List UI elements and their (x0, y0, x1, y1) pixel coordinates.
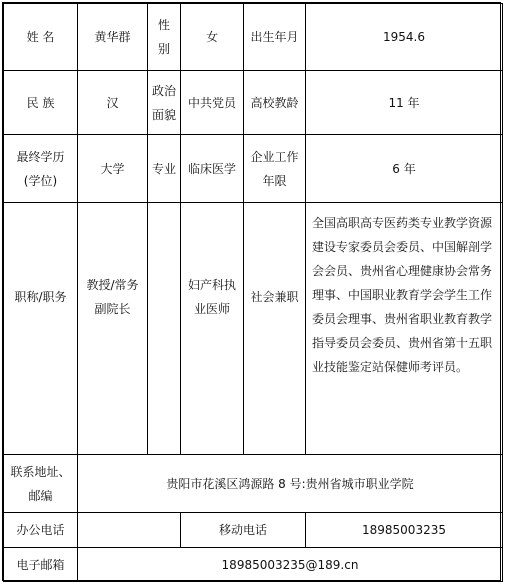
info-table (3, 3, 503, 582)
value-office-phone (78, 513, 181, 548)
label-teaching-years (244, 71, 306, 135)
value-enterprise-years-text: 6 年 (392, 161, 416, 176)
label-enterprise-years-text: 企业工作 年限 (250, 149, 299, 188)
value-birth-text: 1954.6 (383, 30, 425, 44)
label-title (4, 203, 78, 391)
profile-table (2, 2, 501, 581)
value-address (78, 455, 503, 513)
label-education-text: 最终学历 (学位) (16, 149, 65, 188)
row-phone (4, 513, 503, 548)
title-lower-empty-2 (78, 391, 148, 455)
row-address (4, 455, 503, 513)
value-email-text: 18985003235@189.cn (221, 557, 359, 572)
value-mobile-phone-text: 18985003235 (362, 523, 446, 537)
value-ethnicity-text: 汉 (106, 95, 119, 110)
value-name (78, 4, 148, 71)
value-gender (181, 4, 244, 71)
label-social-role (244, 203, 306, 391)
value-email (78, 548, 503, 582)
value-politics-text: 中共党员 (187, 95, 236, 110)
value-social-role (306, 203, 503, 455)
row-basic (4, 4, 503, 71)
label-email (4, 548, 78, 582)
value-ethnicity (78, 71, 148, 135)
row-ethnicity (4, 71, 503, 135)
label-enterprise-years (244, 135, 306, 203)
label-ethnicity (4, 71, 78, 135)
row-education (4, 135, 503, 203)
label-name (4, 4, 78, 71)
label-name-text: 姓 名 (26, 30, 55, 45)
value-title (78, 203, 148, 391)
value-birth (306, 4, 503, 71)
label-gender-text: 性 别 (157, 18, 170, 56)
label-address (4, 455, 78, 513)
title-lower-empty-1 (4, 391, 78, 455)
label-address-text: 联系地址、 邮编 (10, 464, 71, 503)
value-profession-text: 妇产科执 业医师 (187, 277, 236, 316)
label-gender (148, 4, 181, 71)
label-major (148, 135, 181, 203)
title-lower-empty-3 (148, 391, 181, 455)
value-education (78, 135, 148, 203)
label-office-phone (4, 513, 78, 548)
value-profession (181, 203, 244, 391)
label-birth (244, 4, 306, 71)
value-address-text: 贵阳市花溪区鸿源路 8 号:贵州省城市职业学院 (166, 476, 414, 491)
label-title-text: 职称/职务 (14, 289, 67, 304)
label-education (4, 135, 78, 203)
value-name-text: 黄华群 (94, 30, 131, 44)
row-email (4, 548, 503, 582)
value-major-text: 临床医学 (187, 161, 236, 176)
value-teaching-years-text: 11 年 (388, 95, 420, 110)
label-email-text: 电子邮箱 (16, 557, 65, 572)
label-teaching-years-text: 高校教龄 (250, 95, 299, 110)
value-politics (181, 71, 244, 135)
value-major (181, 135, 244, 203)
label-birth-text: 出生年月 (250, 30, 299, 44)
label-politics (148, 71, 181, 135)
label-major-text: 专业 (151, 161, 176, 176)
label-politics-text: 政治 面貌 (151, 83, 176, 122)
value-social-role-text: 全国高职高专医药类专业教学资源建设专家委员会委员、中国解剖学会会员、贵州省心理健康协会常务理事、中国职业教育学会学生工作委员会理事、贵州省职业教育教学指导委员会委员、贵州省第十五职业技能鉴定站保健师考评员。 (312, 216, 493, 374)
value-enterprise-years (306, 135, 503, 203)
value-title-text: 教授/常务 副院长 (86, 277, 139, 316)
label-office-phone-text: 办公电话 (16, 523, 65, 537)
value-title-empty (148, 203, 181, 391)
value-teaching-years (306, 71, 503, 135)
title-lower-empty-4 (181, 391, 244, 455)
value-gender-text: 女 (205, 30, 218, 44)
label-mobile-phone (181, 513, 306, 548)
value-mobile-phone (306, 513, 503, 548)
label-social-role-text: 社会兼职 (250, 289, 299, 304)
title-lower-empty-5 (244, 391, 306, 455)
label-ethnicity-text: 民 族 (26, 95, 55, 110)
label-mobile-phone-text: 移动电话 (218, 523, 267, 537)
row-title-upper (4, 203, 503, 391)
value-education-text: 大学 (100, 161, 125, 176)
